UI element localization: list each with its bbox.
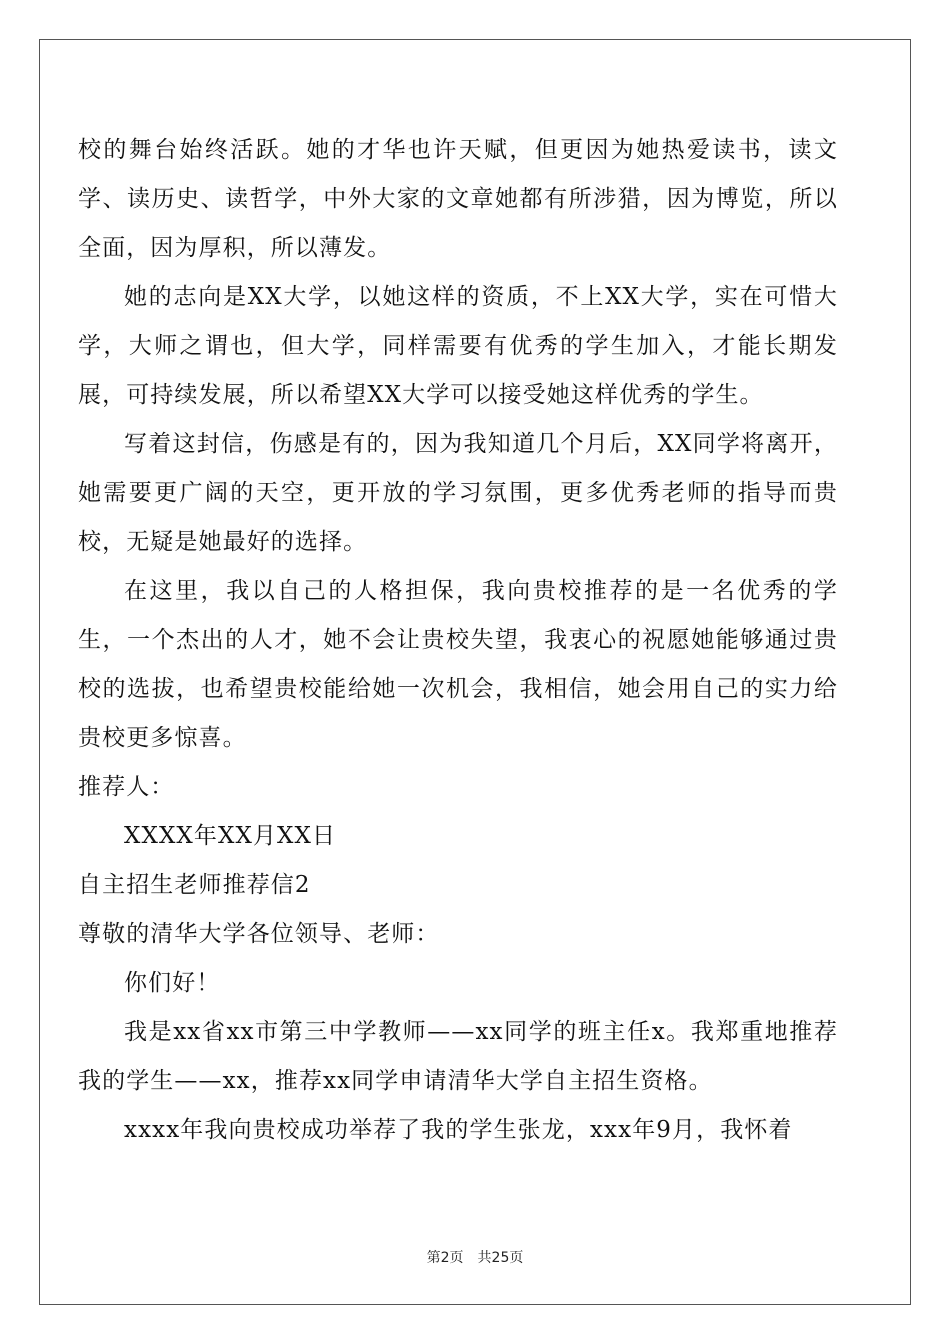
- date-line: XXXX年XX月XX日: [124, 823, 337, 849]
- document-body: [78, 126, 838, 1155]
- page-total: 共25页: [477, 1250, 524, 1266]
- greeting: 你们好！: [124, 970, 221, 996]
- paragraph-aspiration: 她的志向是XX大学，以她这样的资质，不上XX大学，实在可惜大学，大师之谓也，但大学，同样需要有优秀的学生加入，才能长期发展，可持续发展，所以希望XX大学可以接受她这样优秀的学生。: [78, 284, 838, 408]
- paragraph-farewell: 写着这封信，伤感是有的，因为我知道几个月后，XX同学将离开，她需要更广阔的天空，更开放的学习氛围，更多优秀老师的指导而贵校，无疑是她最好的选择。: [78, 431, 838, 555]
- recommender-label: 推荐人：: [78, 774, 175, 800]
- paragraph-introduction: 我是xx省xx市第三中学教师——xx同学的班主任x。我郑重地推荐我的学生——xx，推荐xx同学申请清华大学自主招生资格。: [78, 1019, 838, 1094]
- section-title: 自主招生老师推荐信2: [78, 872, 311, 898]
- salutation: 尊敬的清华大学各位领导、老师：: [78, 921, 440, 947]
- paragraph-guarantee: 在这里，我以自己的人格担保，我向贵校推荐的是一名优秀的学生，一个杰出的人才，她不会让贵校失望，我衷心的祝愿她能够通过贵校的选拔，也希望贵校能给她一次机会，我相信，她会用自己的实力给贵校更多惊喜。: [78, 578, 838, 751]
- page-footer: [0, 1247, 950, 1267]
- paragraph-continued: 校的舞台始终活跃。她的才华也许天赋，但更因为她热爱读书，读文学、读历史、读哲学，中外大家的文章她都有所涉猎，因为博览，所以全面，因为厚积，所以薄发。: [78, 137, 838, 261]
- paragraph-history: xxxx年我向贵校成功举荐了我的学生张龙，xxx年9月，我怀着: [124, 1117, 793, 1143]
- page-number: 第2页: [426, 1250, 464, 1266]
